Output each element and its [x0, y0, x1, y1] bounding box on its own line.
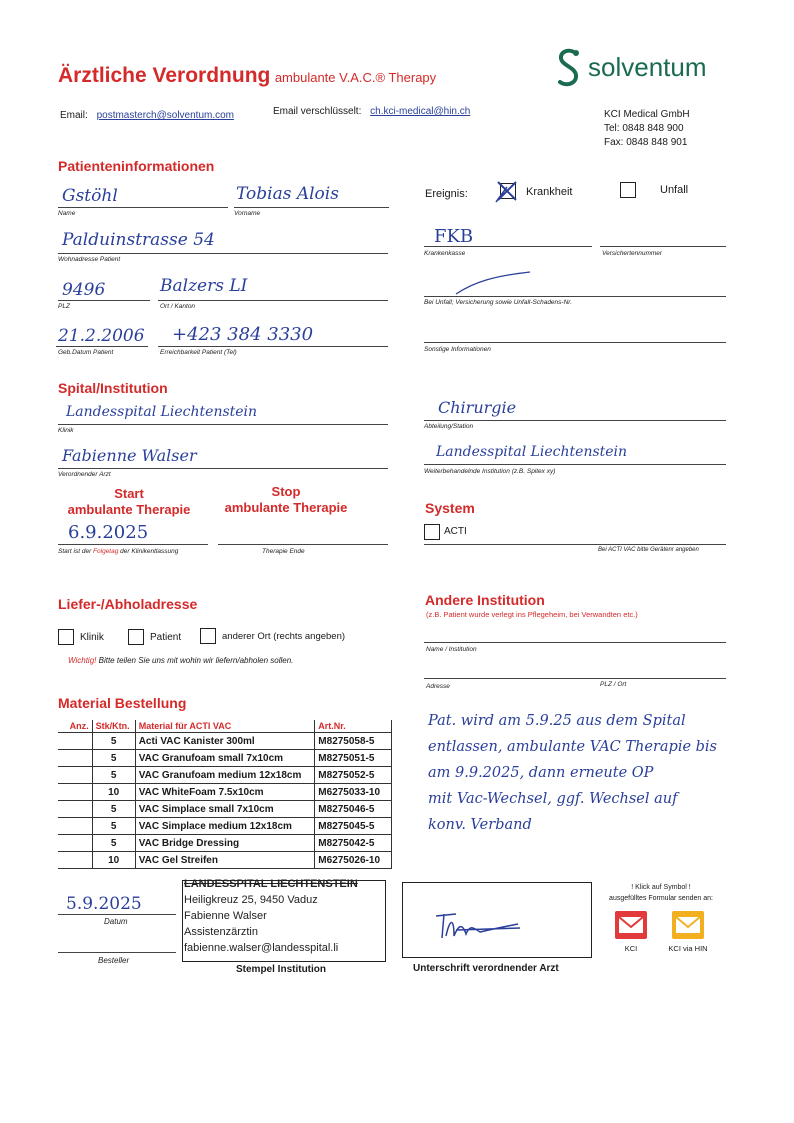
company-block [604, 108, 690, 150]
form-title [58, 64, 436, 88]
spital-klinik-value[interactable]: Landesspital Liechtenstein [66, 404, 258, 420]
spital-weiter-value[interactable]: Landesspital Liechtenstein [436, 444, 628, 460]
liefer-klinik-label: Klinik [80, 632, 104, 643]
email-enc-label: Email verschlüsselt: [273, 106, 362, 117]
stk-cell: 10 [92, 852, 135, 869]
stamp-line: fabienne.walser@landesspital.li [184, 942, 339, 954]
versicherten-label: Versichertennummer [602, 250, 663, 257]
andere-heading: Andere Institution [425, 592, 545, 608]
therapie-ende-label: Therapie Ende [262, 548, 305, 555]
artnr-cell: M8275045-5 [315, 818, 392, 835]
krankheit-check-mark-icon [493, 178, 521, 204]
artnr-cell: M8275052-5 [315, 767, 392, 784]
note-line: am 9.9.2025, dann erneute OP [428, 765, 654, 781]
datum-label: Datum [104, 917, 128, 926]
send-kci-hin-button[interactable] [666, 910, 710, 954]
company-name: KCI Medical GmbH [604, 109, 690, 120]
material-cell: VAC Simplace small 7x10cm [135, 801, 315, 818]
material-table [58, 720, 392, 869]
patient-name-label: Name [58, 210, 76, 217]
company-tel: Tel: 0848 848 900 [604, 123, 684, 134]
krankenkasse-value[interactable]: FKB [434, 226, 474, 247]
spital-weiter-label: Weiterbehandelnde Institution (z.B. Spitex xy) [424, 468, 556, 475]
acti-label: ACTI [444, 526, 467, 537]
liefer-note-text: Bitte teilen Sie uns mit wohin wir liefern/abholen sollen. [98, 656, 294, 665]
klick-hint [596, 882, 726, 904]
institution-stamp [184, 876, 358, 956]
mail-red-icon [614, 910, 648, 940]
stamp-line-title: LANDESSPITAL LIECHTENSTEIN [184, 878, 358, 890]
spital-abteilung-label: Abteilung/Station [424, 423, 474, 430]
liefer-patient-label: Patient [150, 632, 182, 643]
spital-klinik-label: Klinik [58, 427, 74, 434]
patient-tel-value[interactable]: +423 384 3330 [172, 324, 314, 345]
spital-heading: Spital/Institution [58, 380, 168, 396]
anz-cell[interactable] [58, 801, 92, 818]
stempel-label: Stempel Institution [236, 964, 326, 975]
material-heading: Material Bestellung [58, 695, 187, 711]
notes-block[interactable] [428, 708, 717, 838]
stamp-line: Heiligkreuz 25, 9450 Vaduz [184, 894, 318, 906]
brand-logo [554, 46, 734, 90]
artnr-cell: M6275026-10 [315, 852, 392, 869]
table-row [58, 818, 392, 835]
start-heading-line2: ambulante Therapie [67, 502, 191, 517]
anz-cell[interactable] [58, 784, 92, 801]
table-row [58, 852, 392, 869]
start-label-b: Folgetag [93, 548, 119, 555]
stop-heading [214, 484, 358, 516]
header-artnr: Art.Nr. [315, 720, 392, 733]
wichtig-label: Wichtig! [68, 656, 97, 665]
start-label-c: der Klinikentlassung [120, 548, 179, 555]
artnr-cell: M8275058-5 [315, 733, 392, 750]
signature-icon [432, 908, 522, 944]
liefer-anderer-label: anderer Ort (rechts angeben) [222, 631, 346, 642]
patient-ort-label: Ort / Kanton [160, 303, 196, 310]
form-title-sub: ambulante V.A.C.® Therapy [274, 70, 437, 85]
note-line: Pat. wird am 5.9.25 aus dem Spital [428, 713, 686, 729]
patient-adresse-value[interactable]: Palduinstrasse 54 [62, 230, 215, 250]
kci-hin-label: KCI via HIN [668, 944, 708, 953]
liefer-heading: Liefer-/Abholadresse [58, 596, 198, 612]
stk-cell: 5 [92, 818, 135, 835]
stamp-line: Assistenzärztin [184, 926, 258, 938]
anz-cell[interactable] [58, 767, 92, 784]
artnr-cell: M8275042-5 [315, 835, 392, 852]
acti-checkbox[interactable] [424, 524, 440, 540]
material-cell: VAC Granufoam medium 12x18cm [135, 767, 315, 784]
email-link[interactable]: postmasterch@solventum.com [96, 110, 234, 121]
note-line: mit Vac-Wechsel, ggf. Wechsel auf [428, 791, 678, 807]
material-cell: VAC WhiteFoam 7.5x10cm [135, 784, 315, 801]
unterschrift-label: Unterschrift verordnender Arzt [413, 963, 559, 974]
liefer-klinik-checkbox[interactable] [58, 629, 74, 645]
unfall-label: Unfall [660, 184, 689, 196]
patient-vorname-value[interactable]: Tobias Alois [236, 184, 339, 204]
sonstige-label: Sonstige Informationen [424, 346, 491, 353]
anz-cell[interactable] [58, 750, 92, 767]
table-row [58, 767, 392, 784]
brand-name: solventum [588, 52, 707, 82]
email-enc-row [273, 106, 470, 117]
stk-cell: 5 [92, 733, 135, 750]
start-date-label [58, 548, 178, 555]
anz-cell[interactable] [58, 835, 92, 852]
table-row [58, 733, 392, 750]
mail-yellow-icon [671, 910, 705, 940]
krankenkasse-label: Krankenkasse [424, 250, 466, 257]
send-kci-button[interactable] [614, 910, 648, 954]
unfall-versicherung-label: Bei Unfall; Versicherung sowie Unfall-Schadens-Nr. [424, 299, 572, 306]
patient-ort-value[interactable]: Balzers LI [160, 276, 248, 296]
artnr-cell: M6275033-10 [315, 784, 392, 801]
kci-label: KCI [624, 944, 638, 953]
company-fax: Fax: 0848 848 901 [604, 137, 688, 148]
table-row [58, 835, 392, 852]
patient-geb-label: Geb.Datum Patient [58, 349, 114, 356]
spital-arzt-value[interactable]: Fabienne Walser [62, 446, 197, 465]
table-row [58, 750, 392, 767]
liefer-patient-checkbox[interactable] [128, 629, 144, 645]
patient-adresse-label: Wohnadresse Patient [58, 256, 121, 263]
liefer-note [68, 656, 293, 665]
besteller-label: Besteller [98, 956, 130, 965]
material-cell: VAC Simplace medium 12x18cm [135, 818, 315, 835]
spital-arzt-label: Verordnender Arzt [58, 471, 111, 478]
stk-cell: 5 [92, 801, 135, 818]
andere-plz-label: PLZ / Ort [600, 681, 627, 688]
patient-geb-value[interactable]: 21.2.2006 [58, 326, 145, 346]
stop-heading-line2: ambulante Therapie [224, 500, 348, 515]
header-material: Material für ACTI VAC [135, 720, 315, 733]
material-table-header [58, 720, 392, 733]
material-cell: VAC Gel Streifen [135, 852, 315, 869]
unfall-checkbox[interactable] [620, 182, 636, 198]
krankheit-label: Krankheit [526, 186, 573, 198]
form-title-main: Ärztliche Verordnung [58, 64, 271, 87]
email-enc-link[interactable]: ch.kci-medical@hin.ch [370, 106, 471, 117]
system-note: Bei ACTI VAC bitte Gerätenr angeben [598, 547, 699, 553]
email-label: Email: [60, 110, 88, 121]
note-line: konv. Verband [428, 817, 532, 833]
spital-abteilung-value[interactable]: Chirurgie [438, 398, 517, 417]
liefer-anderer-checkbox[interactable] [200, 628, 216, 644]
patient-name-value[interactable]: Gstöhl [62, 186, 118, 206]
material-cell: VAC Bridge Dressing [135, 835, 315, 852]
start-heading [58, 486, 200, 518]
stop-heading-line1: Stop [271, 484, 301, 499]
table-row [58, 784, 392, 801]
andere-name-label: Name / Institution [426, 646, 477, 653]
header-stk: Stk/Ktn. [92, 720, 135, 733]
start-date-value[interactable]: 6.9.2025 [68, 522, 149, 543]
email-row [60, 110, 234, 121]
stamp-line: Fabienne Walser [184, 910, 267, 922]
artnr-cell: M8275046-5 [315, 801, 392, 818]
ereignis-label: Ereignis: [425, 188, 468, 200]
klick-line2: ausgefülltes Formular senden an: [609, 895, 713, 902]
patient-plz-value[interactable]: 9496 [62, 280, 106, 300]
table-row [58, 801, 392, 818]
material-cell: VAC Granufoam small 7x10cm [135, 750, 315, 767]
patient-heading: Patienteninformationen [58, 158, 215, 174]
unfall-strike-stroke-icon [454, 268, 534, 298]
stk-cell: 5 [92, 750, 135, 767]
andere-note: (z.B. Patient wurde verlegt ins Pflegeheim, bei Verwandten etc.) [426, 610, 638, 619]
stk-cell: 5 [92, 835, 135, 852]
start-label-a: Start ist der [58, 548, 92, 555]
stk-cell: 5 [92, 767, 135, 784]
datum-value[interactable]: 5.9.2025 [66, 894, 142, 914]
patient-vorname-label: Vorname [234, 210, 261, 217]
patient-plz-label: PLZ [58, 303, 70, 310]
system-heading: System [425, 500, 475, 516]
start-heading-line1: Start [114, 486, 144, 501]
artnr-cell: M8275051-5 [315, 750, 392, 767]
klick-line1: ! Klick auf Symbol ! [631, 884, 691, 891]
solventum-s-icon [554, 46, 584, 90]
note-line: entlassen, ambulante VAC Therapie bis [428, 739, 718, 755]
header-anz: Anz. [58, 720, 92, 733]
material-cell: Acti VAC Kanister 300ml [135, 733, 315, 750]
andere-adresse-label: Adresse [426, 683, 450, 690]
stk-cell: 10 [92, 784, 135, 801]
anz-cell[interactable] [58, 818, 92, 835]
patient-tel-label: Erreichbarkeit Patient (Tel) [160, 349, 237, 356]
anz-cell[interactable] [58, 733, 92, 750]
anz-cell[interactable] [58, 852, 92, 869]
